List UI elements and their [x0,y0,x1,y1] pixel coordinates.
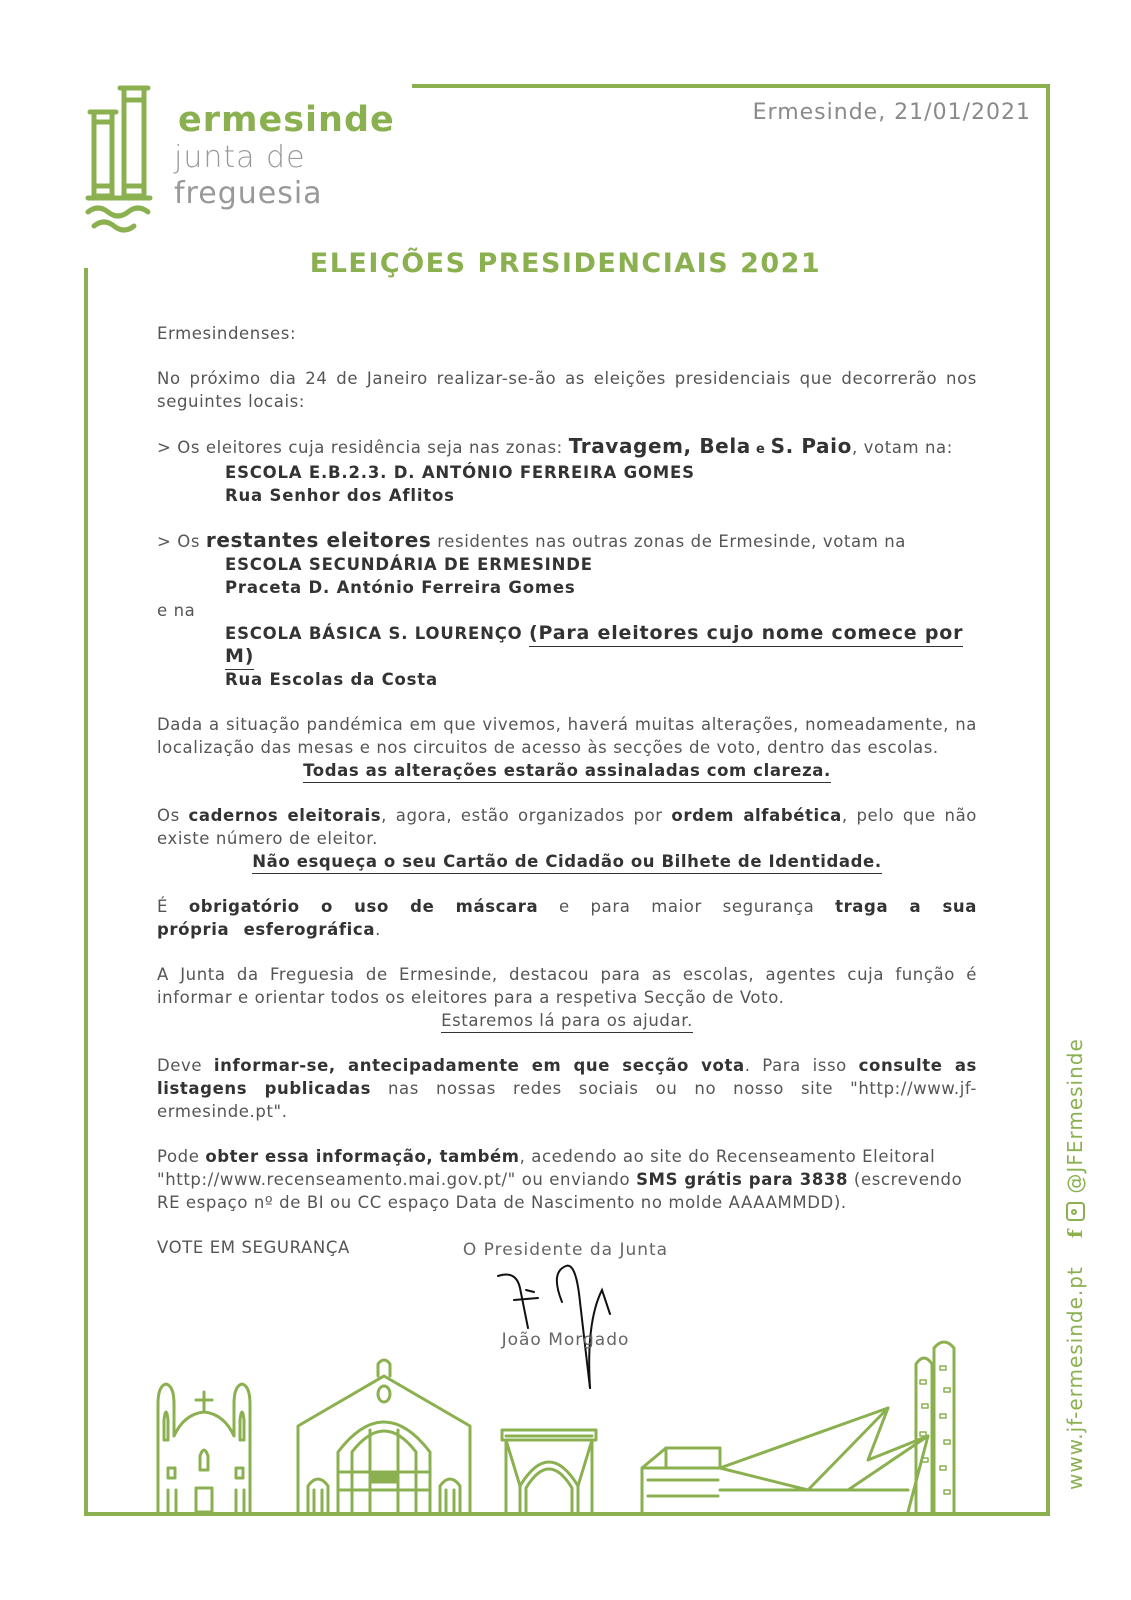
agents-emphasis: Estaremos lá para os ajudar. [441,1011,693,1033]
city-skyline-illustration [88,1340,1048,1516]
zone2-school: ESCOLA SECUNDÁRIA DE ERMESINDE [225,555,593,574]
zone2-connector: e na [157,601,196,620]
closing-line: VOTE EM SEGURANÇA [157,1238,350,1257]
inform-paragraph: Deve informar-se, antecipadamente em que secção vota. Para isso consulte as listagens publicadas nas nossas redes sociais ou no nosso site "http://www.jf-ermesinde.pt". [157,1056,977,1121]
document-date: Ermesinde, 21/01/2021 [752,100,1031,125]
zone1-suffix: , votam na: [851,438,953,457]
zone1-zone-b: S. Paio [770,434,852,458]
zone2-address: Praceta D. António Ferreira Gomes [225,578,576,597]
salutation: Ermesindenses: [157,324,297,343]
facebook-icon[interactable]: f [1063,1228,1087,1239]
zone2-line [157,529,977,553]
brand-subtitle-line1: junta de [174,140,306,175]
zone1-school: ESCOLA E.B.2.3. D. ANTÓNIO FERREIRA GOMES [225,463,695,482]
census-paragraph: Pode obter essa informação, também, acedendo ao site do Recenseamento Eleitoral "http://www.recenseamento.mai.gov.pt/" ou enviando SMS grátis para 3838 (escrevendo RE espaço nº de BI ou CC espaço Data de Nascimento no molde AAAAMMDD). [157,1147,963,1212]
registers-paragraph: Os cadernos eleitorais, agora, estão organizados por ordem alfabética, pelo que não existe número de eleitor. [157,806,977,848]
zone2-school2-line [157,622,977,668]
zone2-school2-note: (Para eleitores cujo nome comece por M) [225,622,963,670]
zone2-address2: Rua Escolas da Costa [225,670,438,689]
zone1-line [157,435,977,461]
zone1-and: e [750,442,771,457]
website-link[interactable]: www.jf-ermesinde.pt [1063,1266,1087,1490]
intro-paragraph: No próximo dia 24 de Janeiro realizar-se-ão as eleições presidenciais que decorrerão nos seguintes locais: [157,369,977,411]
zone1-prefix: > Os eleitores cuja residência seja nas zonas: [157,438,569,457]
frame-right-border [1046,84,1050,1516]
registers-emphasis: Não esqueça o seu Cartão de Cidadão ou Bilhete de Identidade. [252,852,881,874]
frame-left-border [84,268,88,1516]
signature-title: O Presidente da Junta [462,1240,669,1260]
instagram-icon[interactable] [1066,1202,1085,1221]
document-title: ELEIÇÕES PRESIDENCIAIS 2021 [309,248,822,279]
mask-paragraph: É obrigatório o uso de máscara e para maior segurança traga a sua própria esferográfica. [157,897,978,939]
side-contact-strip [1063,1038,1087,1490]
zone2-prefix: > Os [157,532,206,551]
signature-name: João Morgado [501,1330,630,1350]
pandemic-emphasis: Todas as alterações estarão assinaladas com clareza. [303,761,831,783]
letter-body [157,322,977,1259]
social-handle[interactable]: @JFErmesinde [1063,1038,1087,1194]
zone2-highlight: restantes eleitores [205,528,432,552]
brand-name: ermesinde [178,100,395,140]
brand-subtitle-line2: freguesia [174,176,323,211]
agents-paragraph: A Junta da Freguesia de Ermesinde, destacou para as escolas, agentes cuja função é informar e orientar todos os eleitores para a respetiva Secção de Voto. [157,965,977,1007]
columns-logo-icon [84,84,164,244]
frame-top-border [412,84,1050,88]
zone2-school2: ESCOLA BÁSICA S. LOURENÇO [225,624,530,643]
zone2-suffix: residentes nas outras zonas de Ermesinde, votam na [431,532,906,551]
zone1-zone-a: Travagem, Bela [568,434,751,458]
pandemic-paragraph: Dada a situação pandémica em que vivemos, haverá muitas alterações, nomeadamente, na localização das mesas e nos circuitos de acesso às secções de voto, dentro das escolas. [157,715,977,757]
zone1-address: Rua Senhor dos Aflitos [225,486,455,505]
